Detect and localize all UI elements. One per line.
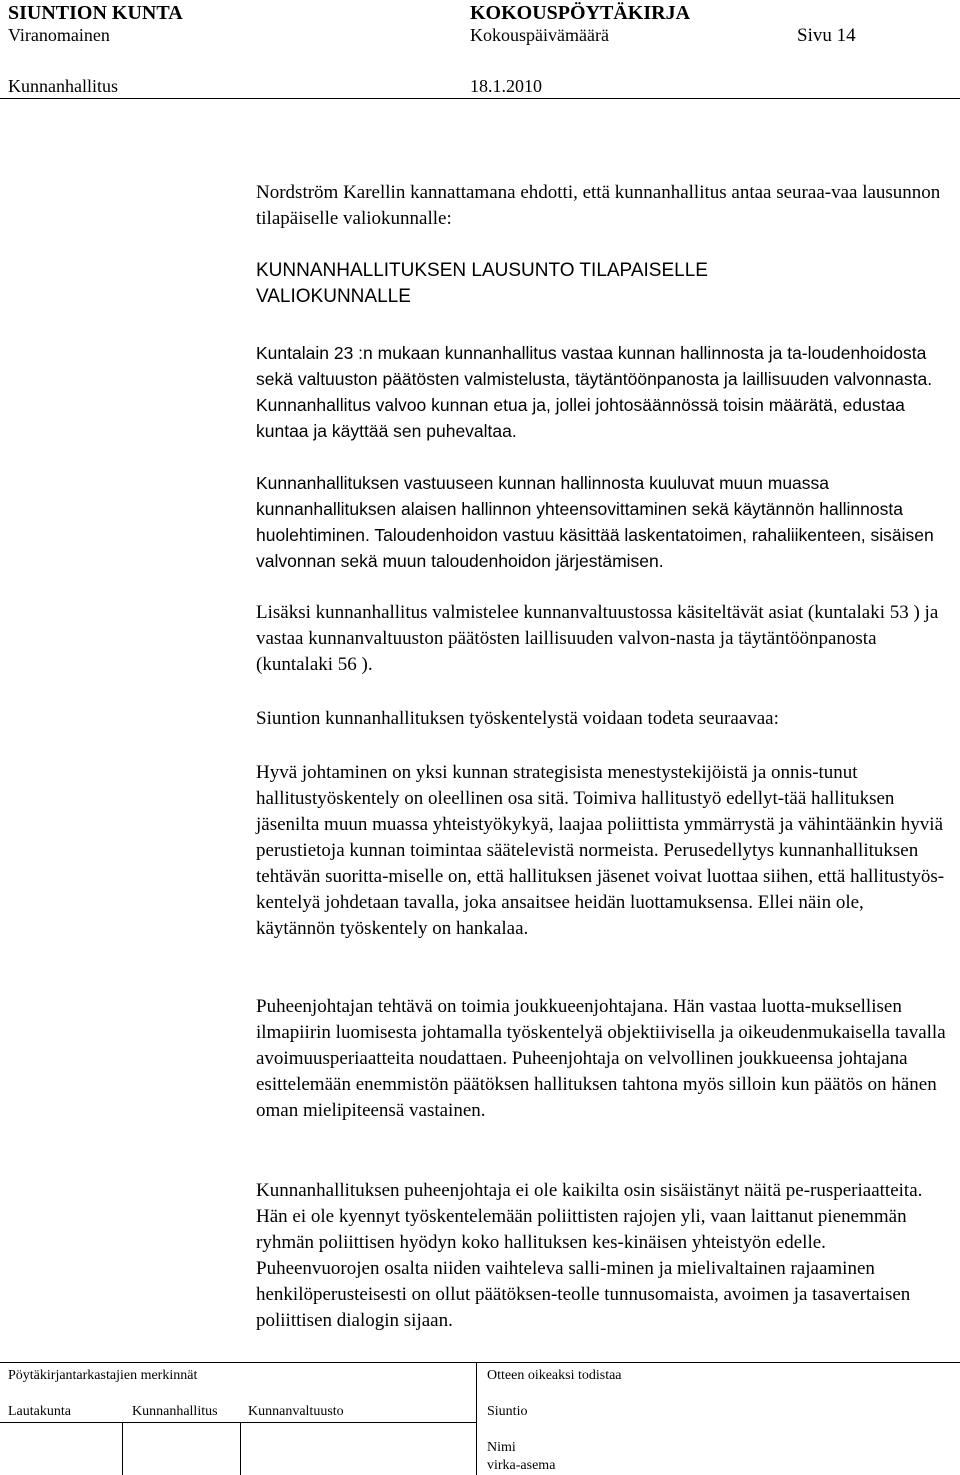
paragraph-proposal: Nordström Karellin kannattamana ehdotti, että kunnanhallitus antaa seuraa-vaa lausunnon tilapäiselle valiokunnalle: xyxy=(256,182,941,229)
header-divider xyxy=(0,98,960,99)
doc-type: KOKOUSPÖYTÄKIRJA xyxy=(470,2,691,24)
org-name: SIUNTION KUNTA xyxy=(8,2,183,24)
paragraph-preparation: Lisäksi kunnanhallitus valmistelee kunnanvaltuustossa käsiteltävät asiat (kuntalaki 53 ) ja vastaa kunnanvaltuuston päätösten laillisuuden valvon-nasta ja täytäntöönpanosta (kuntalaki 56 ). xyxy=(256,602,939,675)
footer-center-divider xyxy=(476,1362,477,1475)
footer-col-board: Lautakunta xyxy=(8,1404,71,1419)
footer-name-label: Nimi xyxy=(487,1440,516,1455)
paragraph-municipal-act: Kuntalain 23 :n mukaan kunnanhallitus vastaa kunnan hallinnosta ja ta-loudenhoidosta sekä valtuuston päätösten valmistelusta, täytäntöönpanosta ja laillisuuden valvonnasta. Kunnanhallitus valvoo kunnan etua ja, jollei johtosäännössä toisin määrätä, edustaa kuntaa ja käyttää sen puhevaltaa. xyxy=(256,343,933,441)
paragraph-chair-role: Puheenjohtajan tehtävä on toimia joukkueenjohtajana. Hän vastaa luotta-muksellisen ilmapiirin luomisesta johtamalla työskentelyä objektiivisella ja oikeudenmukaisella tavalla avoimuusperiaatteita noudattaen. Puheenjohtaja on velvollinen joukkueensa johtajana esittelemään enemmistön päätöksen hallituksen tahtona myös silloin kun päätös on hänen oman mielipiteensä vastainen. xyxy=(256,996,946,1121)
paragraph-responsibilities: Kunnanhallituksen vastuuseen kunnan hallinnosta kuuluvat muun muassa kunnanhallituksen alaisen hallinnon yhteensovittaminen sekä käytännön hallinnosta huolehtiminen. Taloudenhoidon vastuu käsittää laskentatoimen, rahaliikenteen, sisäisen valvonnan sekä muun taloudenhoidon järjestämisen. xyxy=(256,473,934,571)
page-number: Sivu 14 xyxy=(797,25,856,46)
footer-columns-rule xyxy=(0,1422,476,1423)
footer-col-council: Kunnanvaltuusto xyxy=(248,1404,344,1419)
statement-heading xyxy=(256,258,946,310)
footer-left-title: Pöytäkirjantarkastajien merkinnät xyxy=(8,1368,198,1383)
footer-title-label: virka-asema xyxy=(487,1458,556,1473)
footer-top-rule xyxy=(0,1362,960,1363)
paragraph-observation-intro: Siuntion kunnanhallituksen työskentelystä voidaan todeta seuraavaa: xyxy=(256,708,779,729)
paragraph-chair-criticism: Kunnanhallituksen puheenjohtaja ei ole kaikilta osin sisäistänyt näitä pe-rusperiaatteita. Hän ei ole kyennyt työskentelemään poliittisten rajojen yli, vaan laittanut pienemmän ryhmän poliittisen hyödyn koko hallituksen kes-kinäisen yhteistyön edelle. Puheenvuorojen osalta niiden vaihteleva salli-minen ja mielivaltainen rajaaminen henkilöperusteisesti on ollut päätöksen-teolle tunnusomaista, avoimen ja tasavertaisen poliittisen dialogin sijaan. xyxy=(256,1180,923,1331)
paragraph-good-leadership: Hyvä johtaminen on yksi kunnan strategisista menestystekijöistä ja onnis-tunut hallitustyöskentely on oleellinen osa sitä. Toimiva hallitustyö edellyt-tää hallituksen jäsenilta muun muassa yhteistyökykyä, laajaa poliittista ymmärrystä ja vähintäänkin hyviä perustietoja kunnan toimintaa säätelevistä normeista. Perusedellytys kunnanhallituksen tehtävän suoritta-miselle on, että hallituksen jäsenet voivat luottaa siihen, että hallitustyös-kentelyä johdetaan tavalla, joka ansaitsee heidän luottamuksensa. Ellei näin ole, käytännön työskentely on hankalaa. xyxy=(256,762,945,939)
authority: Kunnanhallitus xyxy=(8,76,118,96)
footer-right-title: Otteen oikeaksi todistaa xyxy=(487,1368,622,1383)
authority-label: Viranomainen xyxy=(8,25,110,45)
footer-col-divider-2 xyxy=(240,1422,241,1475)
meeting-date-label: Kokouspäivämäärä xyxy=(470,25,609,45)
footer-place: Siuntio xyxy=(487,1404,528,1419)
statement-heading-line-1: KUNNANHALLITUKSEN LAUSUNTO TILAPAISELLE xyxy=(256,260,708,281)
footer-col-divider-1 xyxy=(122,1422,123,1475)
meeting-date: 18.1.2010 xyxy=(470,76,542,96)
statement-heading-line-2: VALIOKUNNALLE xyxy=(256,286,411,307)
footer-col-executive: Kunnanhallitus xyxy=(132,1404,218,1419)
